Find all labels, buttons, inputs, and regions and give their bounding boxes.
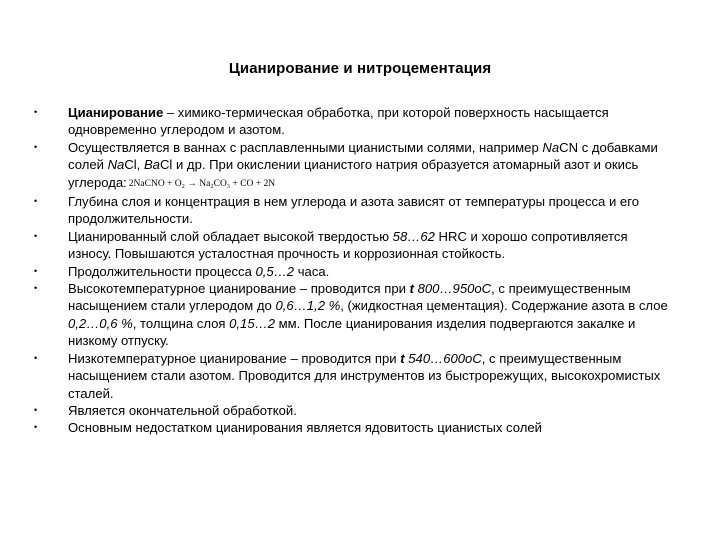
reaction-formula: 2NaCNO + O₂ → Na₂CO₃ + CO + 2N [128,178,276,189]
bullet-icon: • [34,404,38,415]
bullet-item-4 [34,228,674,263]
nitrogen-value: 0,2…0,6 % [68,315,133,331]
temperature-value: 540…600оС [408,350,482,366]
bullet-item-6 [34,280,674,350]
bullet-list [34,104,674,437]
duration-value: 0,5…2 [255,263,295,279]
bullet-text: Цианированный слой обладает высокой твердостью [68,228,393,244]
bullet-text: , с преимущественным насыщением стали азотом. Проводится для инструментов из быстрорежущих, высокохромистых сталей. [68,350,661,401]
bullet-item-1 [34,104,674,139]
bullet-item-2 [34,139,674,193]
bullet-text: Продолжительности процесса [68,263,256,279]
carbon-value: 0,6…1,2 % [275,298,341,314]
bullet-icon: • [34,283,38,294]
bullet-icon: • [34,265,38,276]
chem-symbol: Ba [143,157,160,173]
bullet-item-8 [34,402,674,419]
bullet-text: Низкотемпературное цианирование – проводится при [68,350,401,366]
bullet-text: Cl и др. При окислении цианистого натрия образуется атомарный азот и окись углерода: [68,157,639,190]
bullet-text: , (жидкостная цементация). Содержание азота в слое [340,298,668,314]
bullet-text: Cl, [124,157,144,173]
slide-title: Цианирование и нитроцементация [228,60,492,77]
bullet-text: , с преимущественным насыщением стали углеродом до [68,281,631,314]
bullet-text: – химико-термическая обработка, при которой поверхность насыщается одновременно углеродом и азотом. [68,105,609,138]
temperature-value: 800…950оС [417,281,492,297]
bullet-item-7 [34,350,674,402]
term: Цианирование [68,105,164,120]
bullet-text: Высокотемпературное цианирование – проводится при [68,281,410,297]
bullet-text: Осуществляется в ваннах с расплавленными цианистыми солями, например [68,139,543,155]
bullet-icon: • [34,196,38,207]
bullet-item-9 [34,419,674,436]
chem-symbol: Na [542,139,560,155]
bullet-icon: • [34,107,38,117]
chem-symbol: Na [107,157,125,173]
bullet-text: HRC и хорошо сопротивляется износу. Повышаются усталостная прочность и коррозионная стойкость. [68,228,628,262]
hardness-value: 58…62 [392,228,435,244]
bullet-icon: • [34,352,38,363]
thickness-value: 0,15…2 [229,315,275,331]
bullet-text: мм. После цианирования изделия подвергаются закалке и низкому отпуску. [68,315,636,349]
bullet-text: , толщина слоя [132,315,230,331]
bullet-text: Является окончательной обработкой. [68,402,297,418]
temperature-symbol: t [400,350,405,366]
bullet-text: часа. [294,263,330,279]
bullet-item-5 [34,263,674,280]
bullet-text: CN с добавками солей [68,139,658,173]
bullet-text: Глубина слоя и концентрация в нем углерода и азота зависят от температуры процесса и его продолжительности. [68,194,639,227]
bullet-icon: • [34,141,38,152]
bullet-item-3 [34,193,674,228]
temperature-symbol: t [409,281,414,297]
bullet-icon: • [34,422,38,433]
bullet-text: Основным недостатком цианирования является ядовитость цианистых солей [68,420,542,436]
bullet-icon: • [34,230,38,241]
